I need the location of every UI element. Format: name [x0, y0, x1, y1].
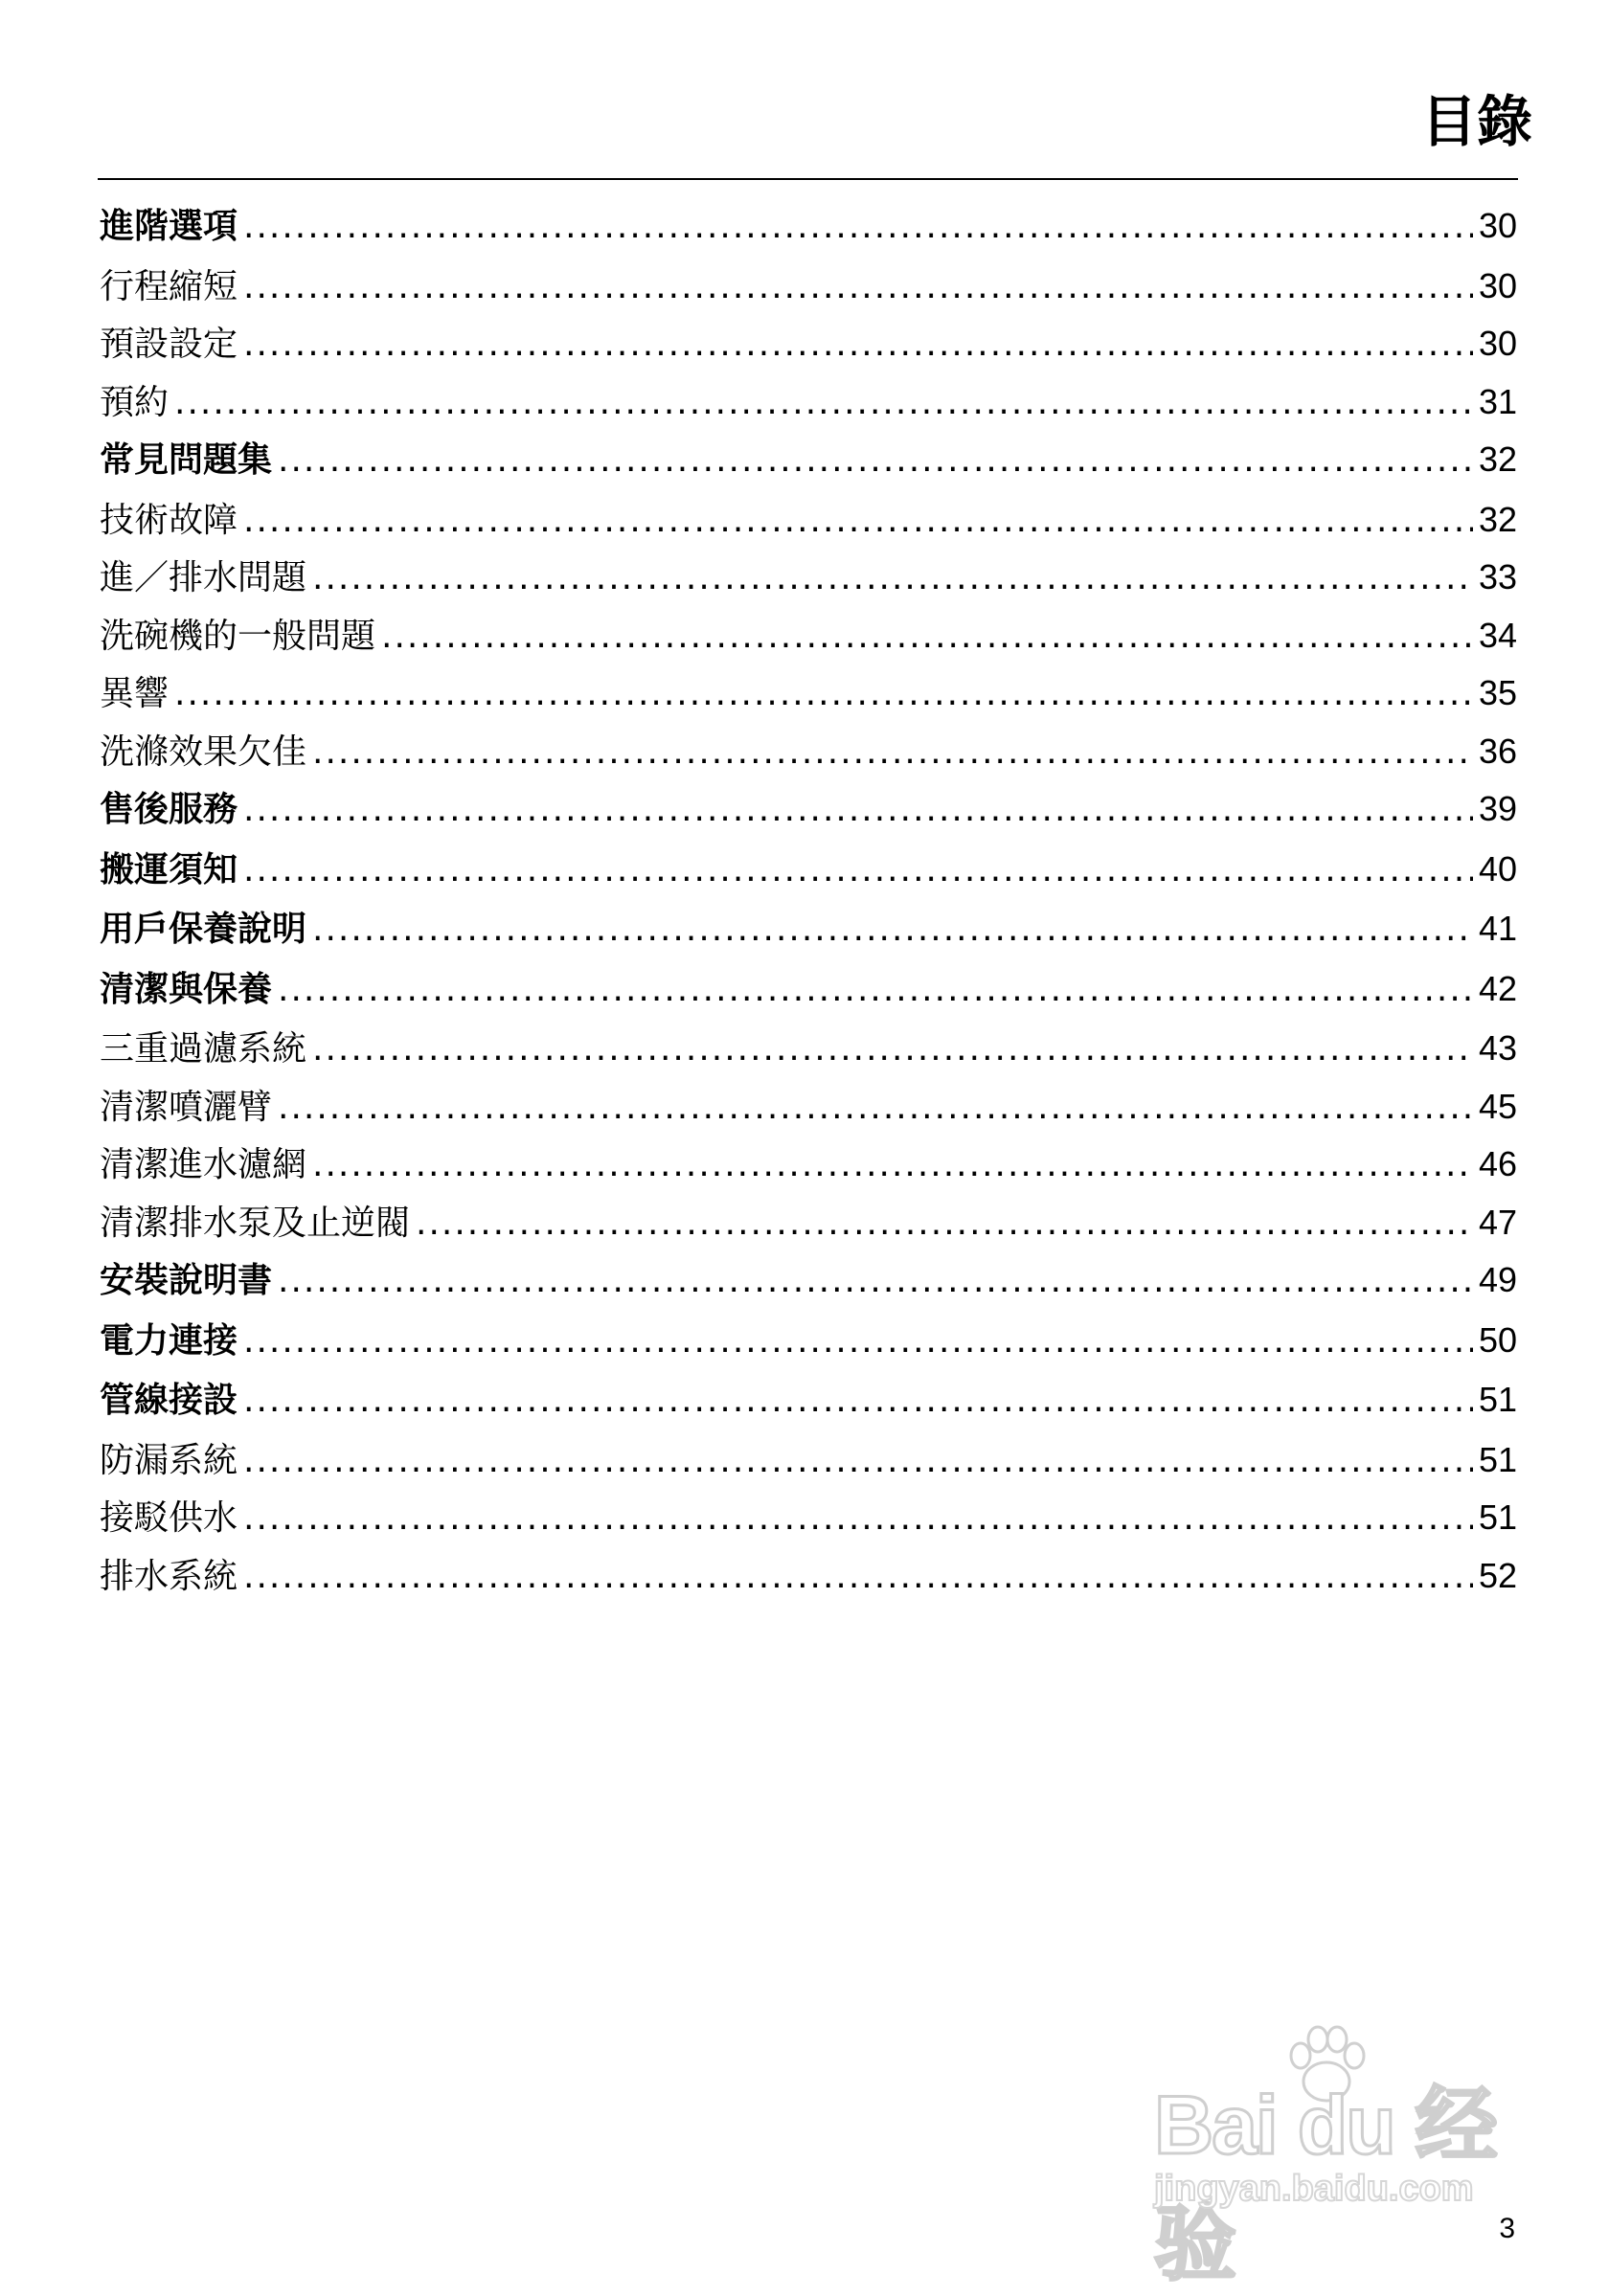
dot-leader: [312, 901, 1473, 958]
toc-entry-label: 管線接設: [100, 1381, 238, 1420]
toc-entry-page: 42: [1478, 968, 1517, 1008]
toc-entry[interactable]: [100, 491, 1517, 550]
toc-entry-page: 33: [1478, 557, 1517, 597]
dot-leader: [243, 1313, 1473, 1370]
toc-entry-label: 洗滌效果欠佳: [100, 732, 307, 772]
dot-leader: [312, 1021, 1473, 1078]
toc-entry[interactable]: [100, 607, 1517, 665]
toc-entry-page: 39: [1478, 789, 1517, 828]
toc-entry[interactable]: [100, 841, 1517, 901]
toc-entry-label: 用戶保養說明: [100, 910, 307, 949]
toc-entry[interactable]: [100, 549, 1517, 607]
toc-entry-label: 清潔排水泵及止逆閥: [100, 1203, 411, 1243]
dot-leader: [416, 1195, 1473, 1252]
toc-entry-label: 接駁供水: [100, 1498, 238, 1538]
toc-entry-page: 36: [1478, 731, 1517, 771]
title-divider: [98, 178, 1518, 180]
toc-entry-label: 預設設定: [100, 325, 238, 364]
toc-entry[interactable]: [100, 258, 1517, 316]
dot-leader: [278, 1079, 1473, 1137]
page-number: 3: [1499, 2213, 1515, 2244]
toc-entry-page: 30: [1478, 206, 1517, 245]
toc-entry-label: 排水系統: [100, 1556, 238, 1596]
toc-entry[interactable]: [100, 900, 1517, 960]
dot-leader: [243, 316, 1473, 373]
dot-leader: [381, 608, 1473, 665]
toc-entry[interactable]: [100, 1489, 1517, 1547]
toc-entry[interactable]: [100, 1431, 1517, 1490]
watermark-logo-text: Bai du 经验: [1154, 2080, 1496, 2290]
toc-entry-label: 搬運須知: [100, 849, 238, 889]
toc-entry[interactable]: [100, 664, 1517, 723]
toc-entry-label: 安裝說明書: [100, 1261, 273, 1300]
toc-entry[interactable]: [100, 1020, 1517, 1078]
toc-entry-page: 32: [1478, 439, 1517, 479]
dot-leader: [243, 842, 1473, 899]
toc-entry-page: 52: [1478, 1555, 1517, 1595]
dot-leader: [243, 1490, 1473, 1547]
toc-entry-label: 進階選項: [100, 207, 238, 246]
toc-entry-page: 34: [1478, 615, 1517, 655]
toc-entry-page: 46: [1478, 1144, 1517, 1183]
toc-entry-label: 異響: [100, 674, 170, 713]
dot-leader: [278, 432, 1473, 489]
dot-leader: [278, 1252, 1473, 1310]
dot-leader: [174, 374, 1473, 432]
dot-leader: [278, 961, 1473, 1019]
toc-entry-label: 防漏系統: [100, 1440, 238, 1480]
toc-entry-page: 51: [1478, 1439, 1517, 1479]
dot-leader: [243, 198, 1473, 256]
toc-entry-label: 清潔噴灑臂: [100, 1087, 273, 1127]
toc-entry-page: 47: [1478, 1202, 1517, 1242]
dot-leader: [174, 665, 1473, 723]
dot-leader: [312, 724, 1473, 781]
toc-entry-label: 清潔進水濾網: [100, 1145, 307, 1184]
toc-entry[interactable]: [100, 431, 1517, 491]
toc-entry[interactable]: [100, 960, 1517, 1021]
toc-entry-label: 清潔與保養: [100, 969, 273, 1009]
toc-entry[interactable]: [100, 1312, 1517, 1372]
dot-leader: [243, 1548, 1473, 1606]
toc-entry[interactable]: [100, 1371, 1517, 1431]
toc-entry[interactable]: [100, 1547, 1517, 1606]
dot-leader: [243, 492, 1473, 550]
toc-entry-label: 三重過濾系統: [100, 1029, 307, 1069]
table-of-contents: [100, 197, 1517, 1605]
toc-entry-page: 43: [1478, 1028, 1517, 1068]
toc-entry[interactable]: [100, 1251, 1517, 1312]
toc-entry-page: 32: [1478, 499, 1517, 539]
toc-entry-label: 電力連接: [100, 1320, 238, 1361]
toc-entry[interactable]: [100, 1078, 1517, 1137]
dot-leader: [243, 781, 1473, 839]
toc-entry-page: 51: [1478, 1380, 1517, 1419]
toc-entry-page: 45: [1478, 1086, 1517, 1126]
toc-entry-page: 31: [1478, 381, 1517, 421]
toc-entry-page: 51: [1478, 1497, 1517, 1537]
toc-entry-page: 41: [1478, 909, 1517, 948]
page-title: 目錄: [1420, 89, 1532, 154]
dot-leader: [243, 259, 1473, 316]
watermark-url: jingyan.baidu.com: [1154, 2169, 1474, 2209]
toc-entry-page: 30: [1478, 324, 1517, 363]
toc-entry-page: 40: [1478, 848, 1517, 889]
toc-entry-label: 預約: [100, 382, 170, 422]
toc-entry-label: 洗碗機的一般問題: [100, 616, 376, 656]
toc-entry[interactable]: [100, 780, 1517, 841]
toc-entry-label: 常見問題集: [100, 440, 273, 480]
dot-leader: [243, 1432, 1473, 1490]
toc-entry-label: 進／排水問題: [100, 558, 307, 597]
toc-entry[interactable]: [100, 723, 1517, 781]
dot-leader: [312, 550, 1473, 607]
baidu-jingyan-watermark: [1144, 2039, 1528, 2290]
dot-leader: [312, 1137, 1473, 1194]
toc-entry-label: 行程縮短: [100, 266, 238, 306]
toc-entry-page: 35: [1478, 673, 1517, 712]
toc-entry-page: 49: [1478, 1260, 1517, 1299]
toc-entry[interactable]: [100, 373, 1517, 432]
dot-leader: [243, 1372, 1473, 1429]
toc-entry-page: 30: [1478, 265, 1517, 305]
toc-entry-page: 50: [1478, 1319, 1517, 1360]
toc-entry-label: 技術故障: [100, 500, 238, 540]
toc-entry[interactable]: [100, 315, 1517, 373]
toc-entry[interactable]: [100, 1136, 1517, 1194]
toc-entry[interactable]: [100, 197, 1517, 258]
toc-entry-label: 售後服務: [100, 790, 238, 829]
toc-entry[interactable]: [100, 1194, 1517, 1252]
